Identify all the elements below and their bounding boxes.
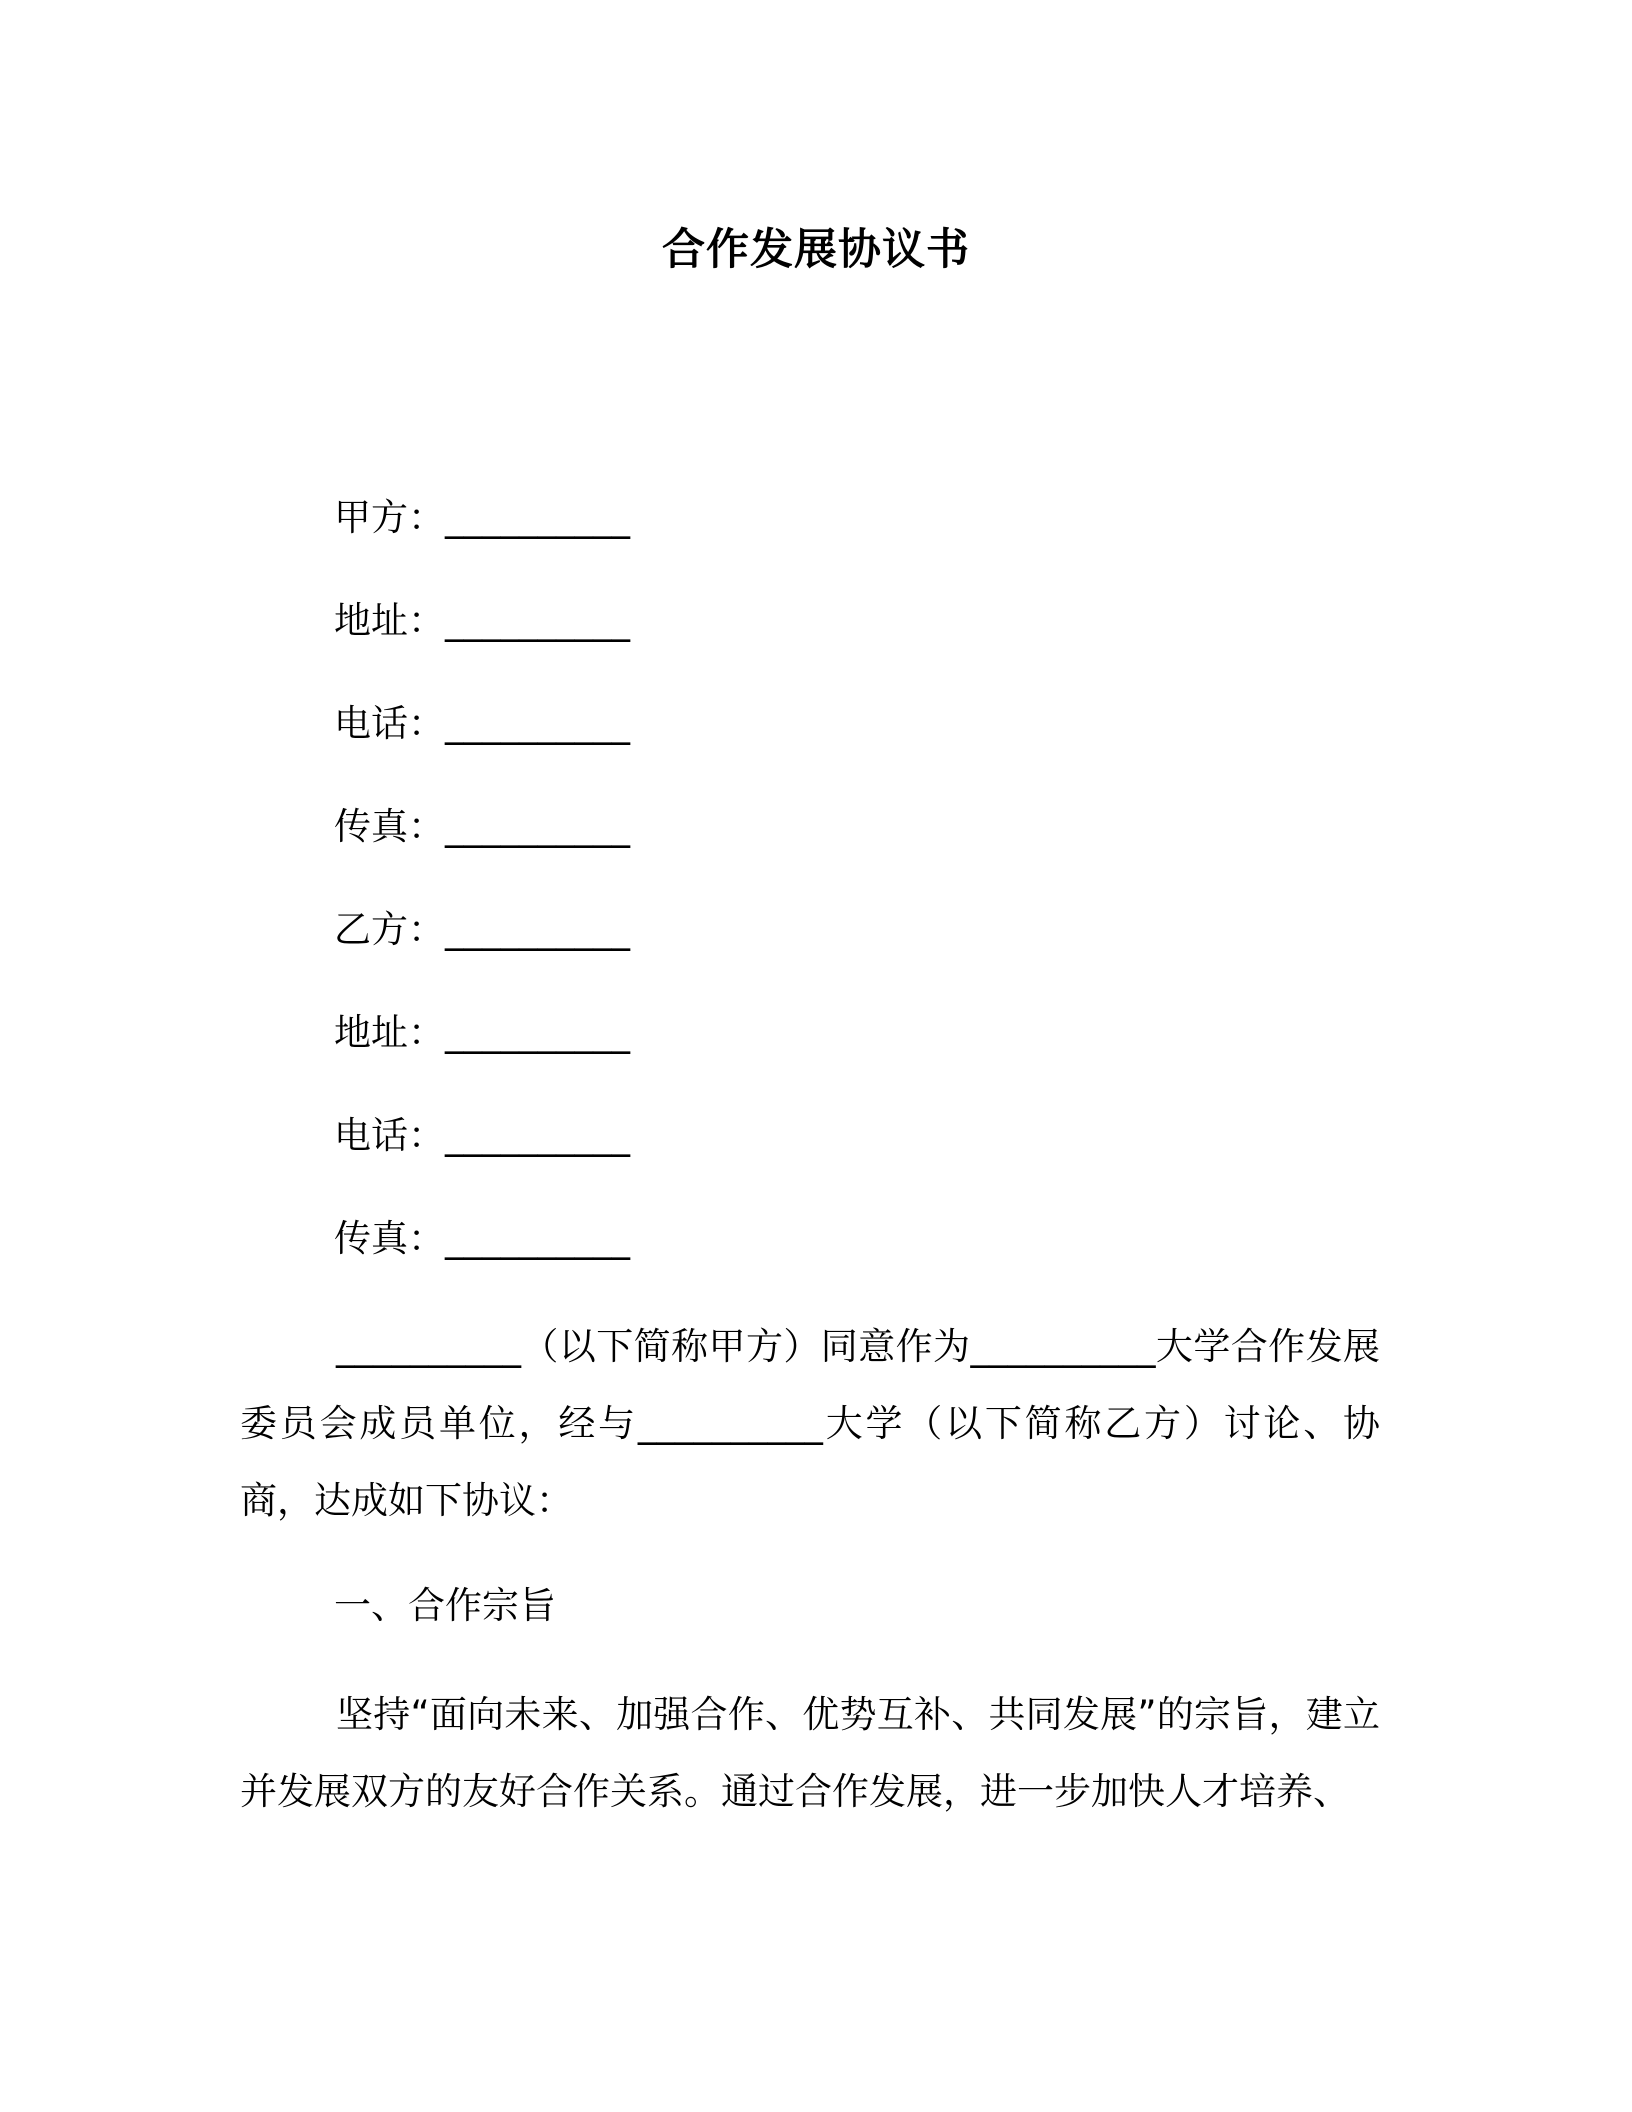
field-phone-a — [334, 696, 630, 752]
section-heading: 一、合作宗旨 — [334, 1584, 556, 1627]
field-label: 地址： — [334, 599, 445, 642]
field-label: 传真： — [334, 805, 445, 848]
field-label: 地址： — [334, 1011, 445, 1054]
field-party-a — [334, 490, 630, 546]
field-fax-b — [334, 1211, 630, 1267]
field-fax-a — [334, 799, 630, 855]
field-label: 传真： — [334, 1217, 445, 1260]
field-blank: __________ — [445, 1114, 630, 1157]
field-blank: __________ — [445, 702, 630, 745]
field-blank: __________ — [445, 1011, 630, 1054]
field-party-b — [334, 902, 630, 958]
field-blank: __________ — [445, 908, 630, 951]
intro-paragraph: __________（以下简称甲方）同意作为__________大学合作发展委员会成员单位，经与__________大学（以下简称乙方）讨论、协商，达成如下协议： — [240, 1325, 1380, 1522]
field-address-b — [334, 1005, 630, 1061]
field-blank: __________ — [445, 496, 630, 539]
field-label: 电话： — [334, 1114, 445, 1157]
field-blank: __________ — [445, 1217, 630, 1260]
field-blank: __________ — [445, 805, 630, 848]
section-paragraph: 坚持“面向未来、加强合作、优势互补、共同发展”的宗旨，建立并发展双方的友好合作关系。通过合作发展，进一步加快人才培养、 — [240, 1693, 1380, 1813]
page-title: 合作发展协议书 — [662, 225, 970, 275]
field-label: 乙方： — [334, 908, 445, 951]
field-label: 电话： — [334, 702, 445, 745]
field-phone-b — [334, 1108, 630, 1164]
field-blank: __________ — [445, 599, 630, 642]
field-address-a — [334, 593, 630, 649]
field-label: 甲方： — [334, 496, 445, 539]
